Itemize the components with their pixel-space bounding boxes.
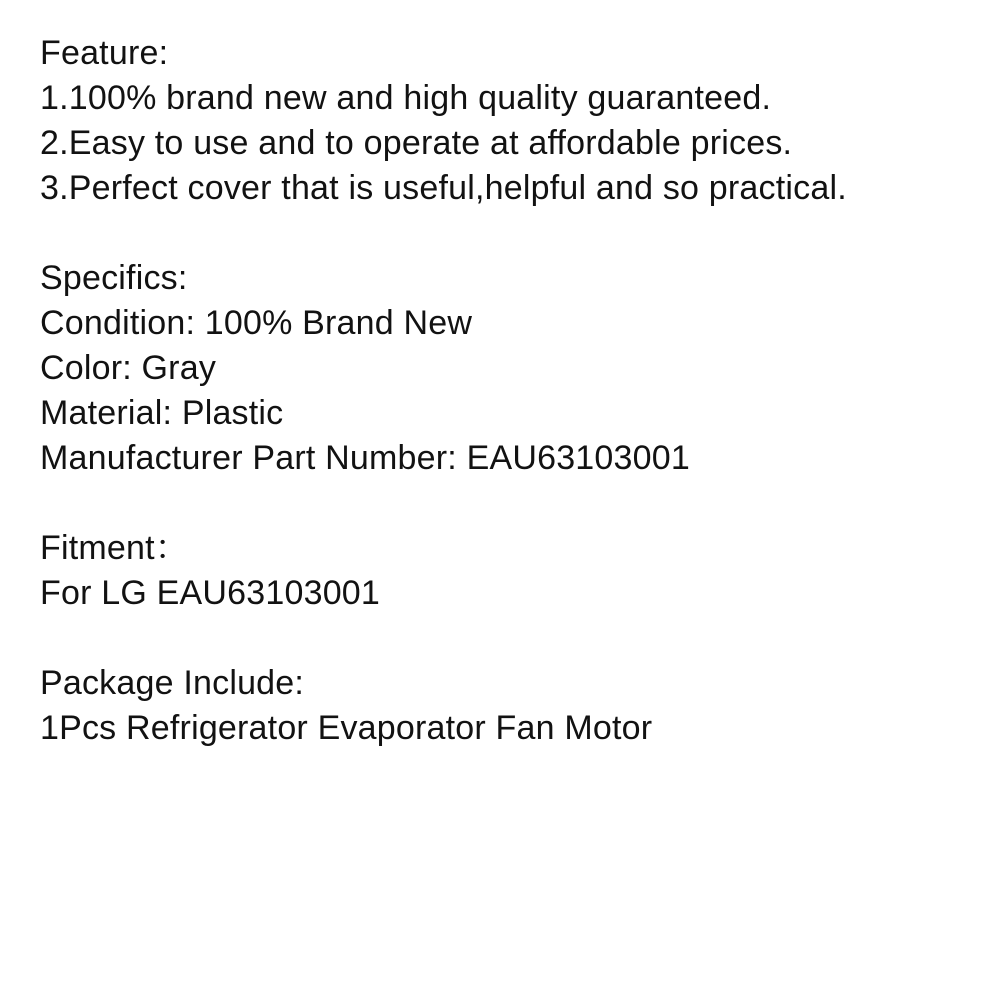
specifics-item-material: Material: Plastic [40,394,284,432]
fitment-heading: Fitment： [40,529,189,567]
feature-heading: Feature: [40,34,169,72]
specifics-heading: Specifics: [40,259,188,297]
package-item: 1Pcs Refrigerator Evaporator Fan Motor [40,709,653,747]
feature-item: 1.100% brand new and high quality guaranteed. [40,79,772,117]
feature-item: 3.Perfect cover that is useful,helpful and so practical. [40,169,847,207]
feature-section [40,31,970,211]
specifics-section [40,256,970,481]
fitment-section [40,526,970,616]
feature-item: 2.Easy to use and to operate at affordable prices. [40,124,793,162]
specifics-item-condition: Condition: 100% Brand New [40,304,473,342]
specifics-item-part-number: Manufacturer Part Number: EAU63103001 [40,439,690,477]
fitment-item: For LG EAU63103001 [40,574,381,612]
package-heading: Package Include: [40,664,305,702]
package-section [40,661,970,751]
specifics-item-color: Color: Gray [40,349,217,387]
